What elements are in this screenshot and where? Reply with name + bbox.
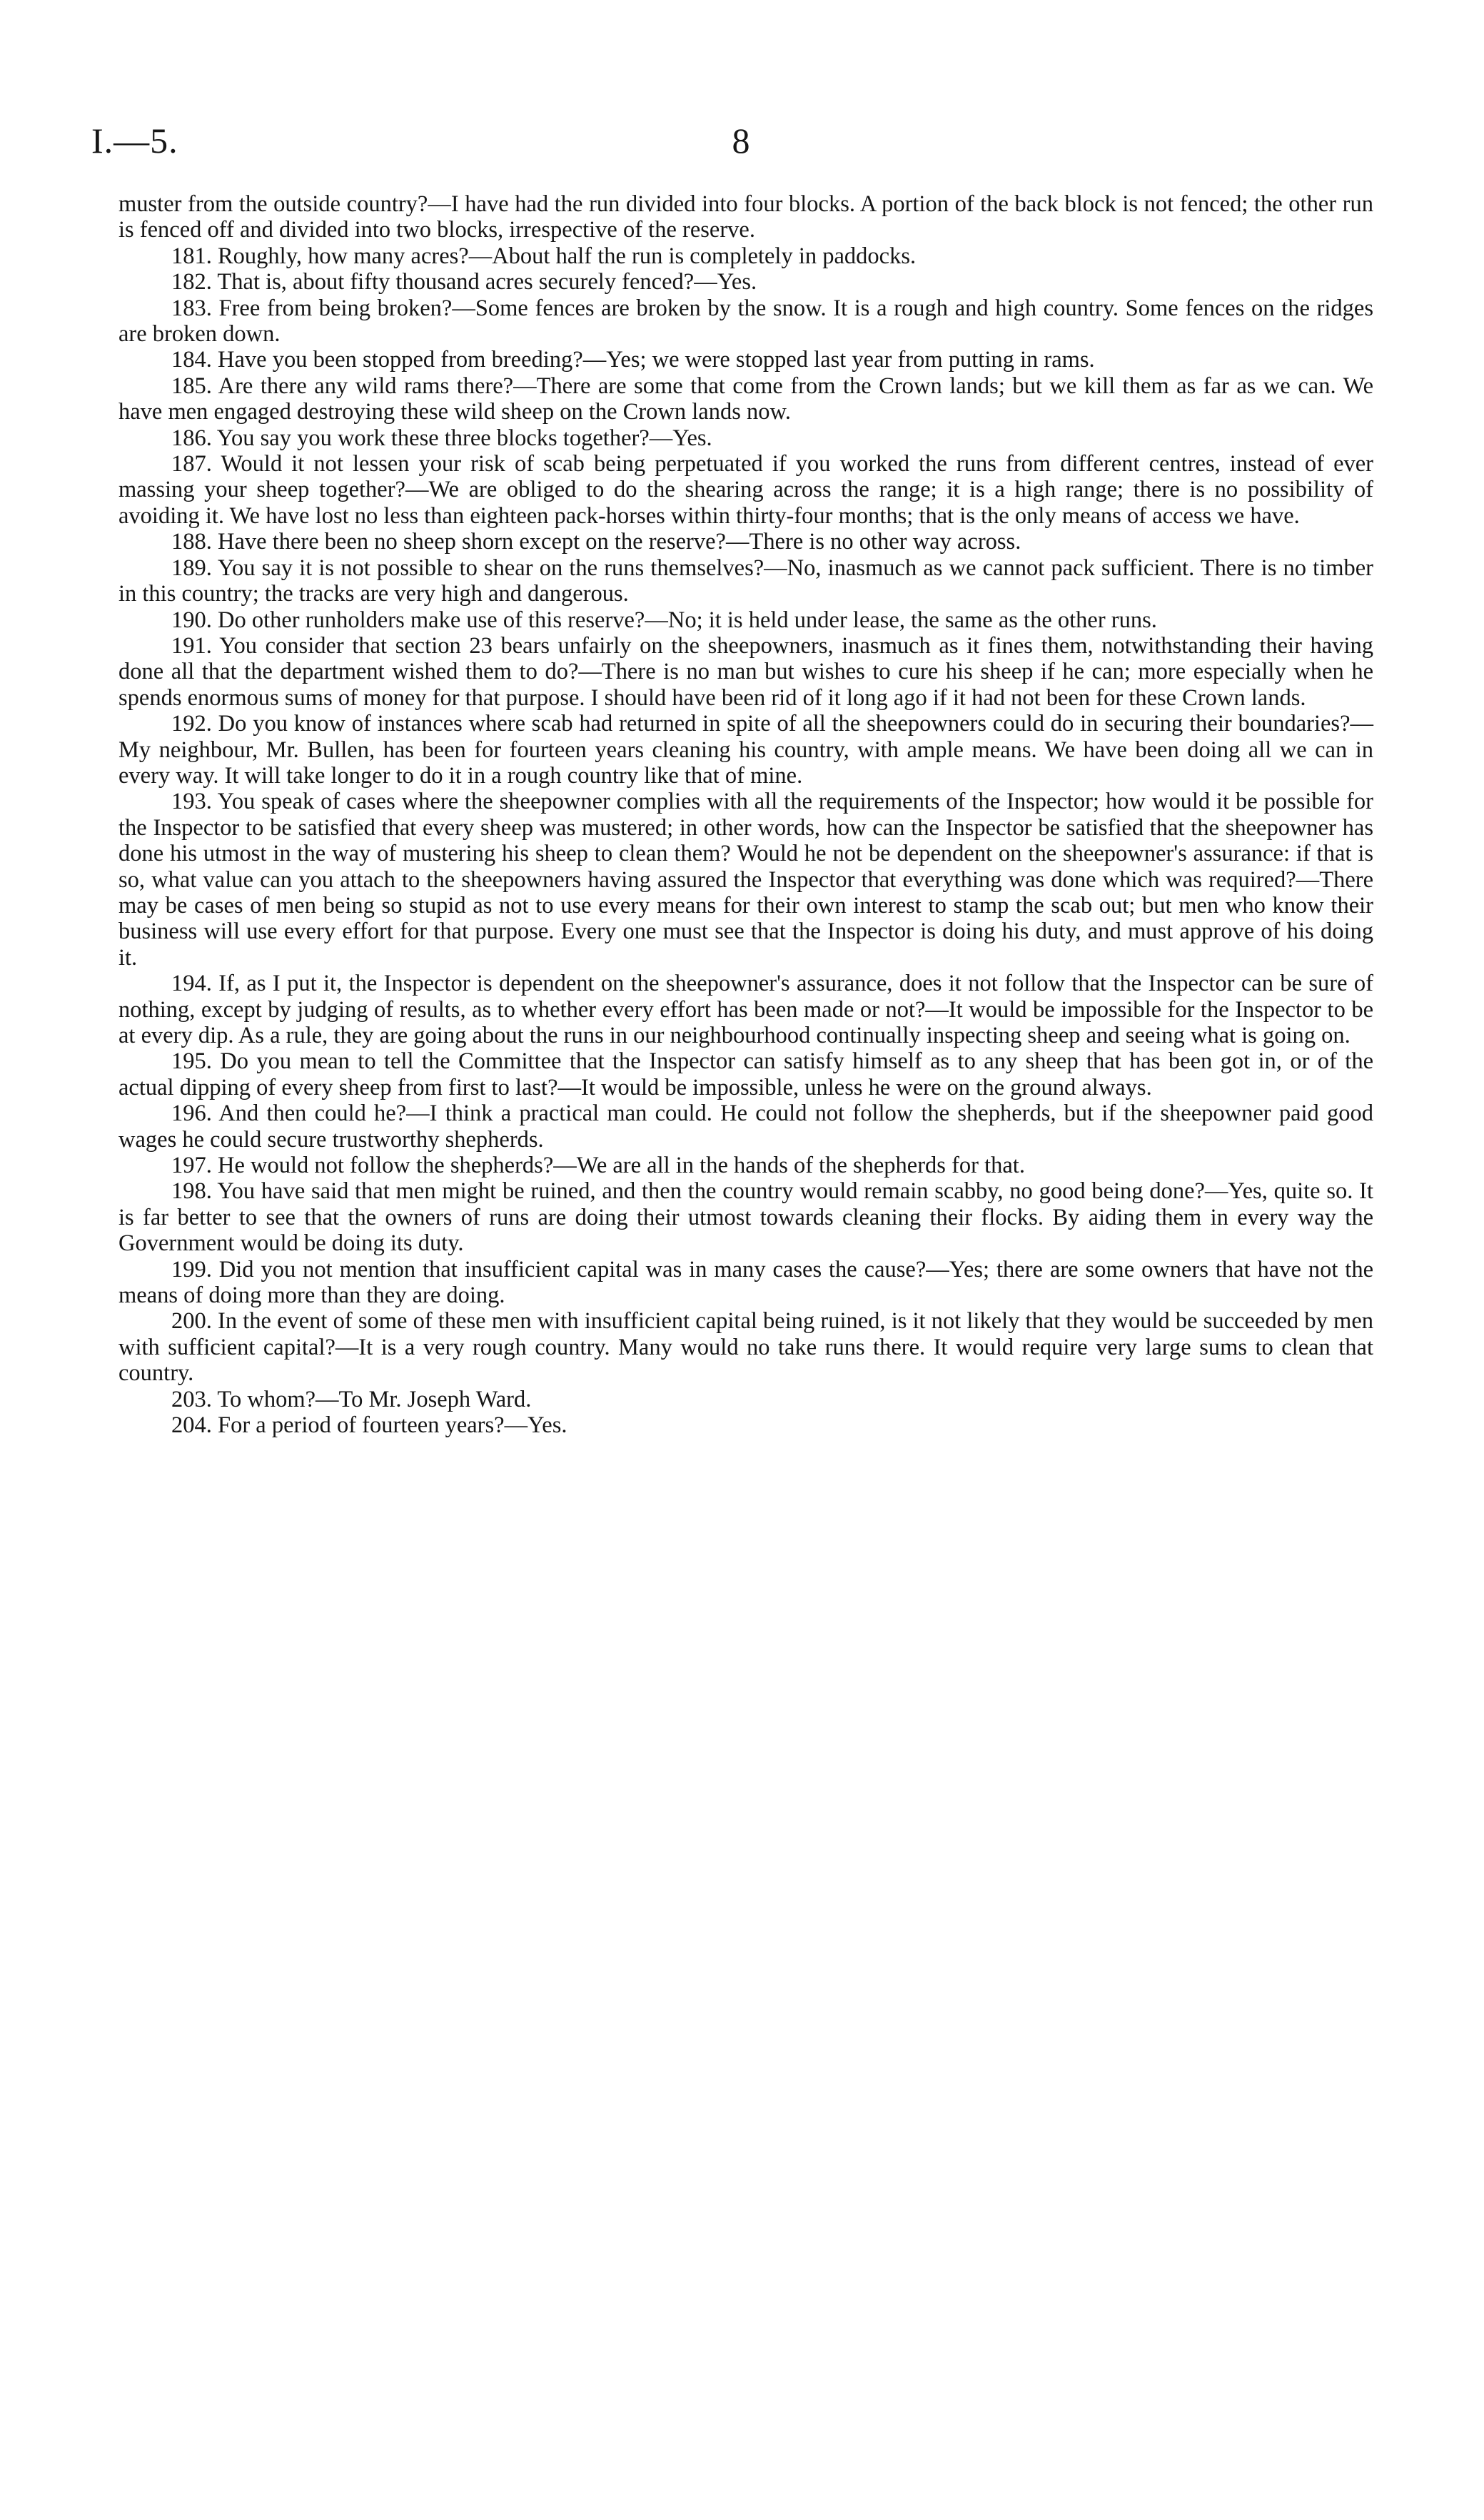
paragraph: 187. Would it not lessen your risk of scab being perpetuated if you worked the runs from different centres, instead of ever massing your sheep together?—We are obliged to do the shearing across the range; it is a high range; there is no possibility of avoiding it. We have lost no less than eighteen pack-horses within thirty-four months; that is the only means of access we have. bbox=[118, 451, 1373, 529]
paragraph: 185. Are there any wild rams there?—There are some that come from the Crown lands; but we kill them as far as we can. We have men engaged destroying these wild sheep on the Crown lands now. bbox=[118, 373, 1373, 425]
paragraph: 200. In the event of some of these men with insufficient capital being ruined, is it not likely that they would be succeeded by men with sufficient capital?—It is a very rough country. Many would no take runs there. It would require very large sums to clean that country. bbox=[118, 1308, 1373, 1387]
page-header bbox=[86, 120, 1396, 163]
paragraph: 186. You say you work these three blocks together?—Yes. bbox=[171, 425, 712, 451]
document-reference: I.—5. bbox=[91, 121, 178, 161]
paragraph: 198. You have said that men might be ruined, and then the country would remain scabby, no good being done?—Yes, quite so. It is far better to see that the owners of runs are doing their utmost towards cleaning their flocks. By aiding them in every way the Government would be doing its duty. bbox=[118, 1178, 1373, 1257]
paragraph: 192. Do you know of instances where scab had returned in spite of all the sheepowners could do in securing their boundaries?—My neighbour, Mr. Bullen, has been for fourteen years cleaning his country, with ample means. We have been doing all we can in every way. It will take longer to do it in a rough country like that of mine. bbox=[118, 711, 1373, 789]
paragraph: 204. For a period of fourteen years?—Yes. bbox=[171, 1412, 567, 1439]
paragraph: 188. Have there been no sheep shorn except on the reserve?—There is no other way across. bbox=[171, 529, 1021, 555]
paragraph: 193. You speak of cases where the sheepowner complies with all the requirements of the Inspector; how would it be possible for the Inspector to be satisfied that every sheep was mustered; in other words, how can the Inspector be satisfied that the sheepowner has done his utmost in the way of mustering his sheep to clean them? Would he not be dependent on the sheepowner's assurance: if that is so, what value can you attach to the sheepowners having assured the Inspector that everything was done which was required?—There may be cases of men being so stupid as not to use every means for their own interest to stamp the scab out; but men who know their business will use every effort for that purpose. Every one must see that the Inspector is doing his duty, and must approve of his doing it. bbox=[118, 789, 1373, 971]
page-number: 8 bbox=[732, 121, 750, 161]
evidence-text bbox=[118, 191, 1373, 1439]
paragraph: 181. Roughly, how many acres?—About half the run is completely in paddocks. bbox=[171, 243, 917, 269]
paragraph: muster from the outside country?—I have had the run divided into four blocks. A portion of the back block is not fenced; the other run is fenced off and divided into two blocks, irrespective of the reserve. bbox=[118, 191, 1373, 243]
paragraph: 197. He would not follow the shepherds?—We are all in the hands of the shepherds for that. bbox=[171, 1153, 1025, 1179]
paragraph: 189. You say it is not possible to shear on the runs themselves?—No, inasmuch as we cannot pack sufficient. There is no timber in this country; the tracks are very high and dangerous. bbox=[118, 555, 1373, 607]
paragraph: 203. To whom?—To Mr. Joseph Ward. bbox=[171, 1386, 532, 1412]
paragraph: 190. Do other runholders make use of this reserve?—No; it is held under lease, the same as the other runs. bbox=[171, 607, 1157, 633]
paragraph: 194. If, as I put it, the Inspector is dependent on the sheepowner's assurance, does it not follow that the Inspector can be sure of nothing, except by judging of results, as to whether every effort has been made or not?—It would be impossible for the Inspector to be at every dip. As a rule, they are going about the runs in our neighbourhood continually inspecting sheep and seeing what is going on. bbox=[118, 971, 1373, 1048]
paragraph: 199. Did you not mention that insufficient capital was in many cases the cause?—Yes; there are some owners that have not the means of doing more than they are doing. bbox=[118, 1256, 1373, 1309]
paragraph: 183. Free from being broken?—Some fences are broken by the snow. It is a rough and high country. Some fences on the ridges are broken down. bbox=[118, 295, 1373, 348]
paragraph: 191. You consider that section 23 bears unfairly on the sheepowners, inasmuch as it fines them, notwithstanding their having done all that the department wished them to do?—There is no man but wishes to cure his sheep if he can; more especially when he spends enormous sums of money for that purpose. I should have been rid of it long ago if it had not been for these Crown lands. bbox=[118, 632, 1373, 711]
paragraph: 195. Do you mean to tell the Committee that the Inspector can satisfy himself as to any sheep that has been got in, or of the actual dipping of every sheep from first to last?—It would be impossible, unless he were on the ground always. bbox=[118, 1048, 1373, 1100]
paragraph: 182. That is, about fifty thousand acres securely fenced?—Yes. bbox=[171, 269, 757, 295]
paragraph: 184. Have you been stopped from breeding?—Yes; we were stopped last year from putting in rams. bbox=[171, 347, 1095, 373]
paragraph: 196. And then could he?—I think a practical man could. He could not follow the shepherds, but if the sheepowner paid good wages he could secure trustworthy shepherds. bbox=[118, 1100, 1373, 1153]
